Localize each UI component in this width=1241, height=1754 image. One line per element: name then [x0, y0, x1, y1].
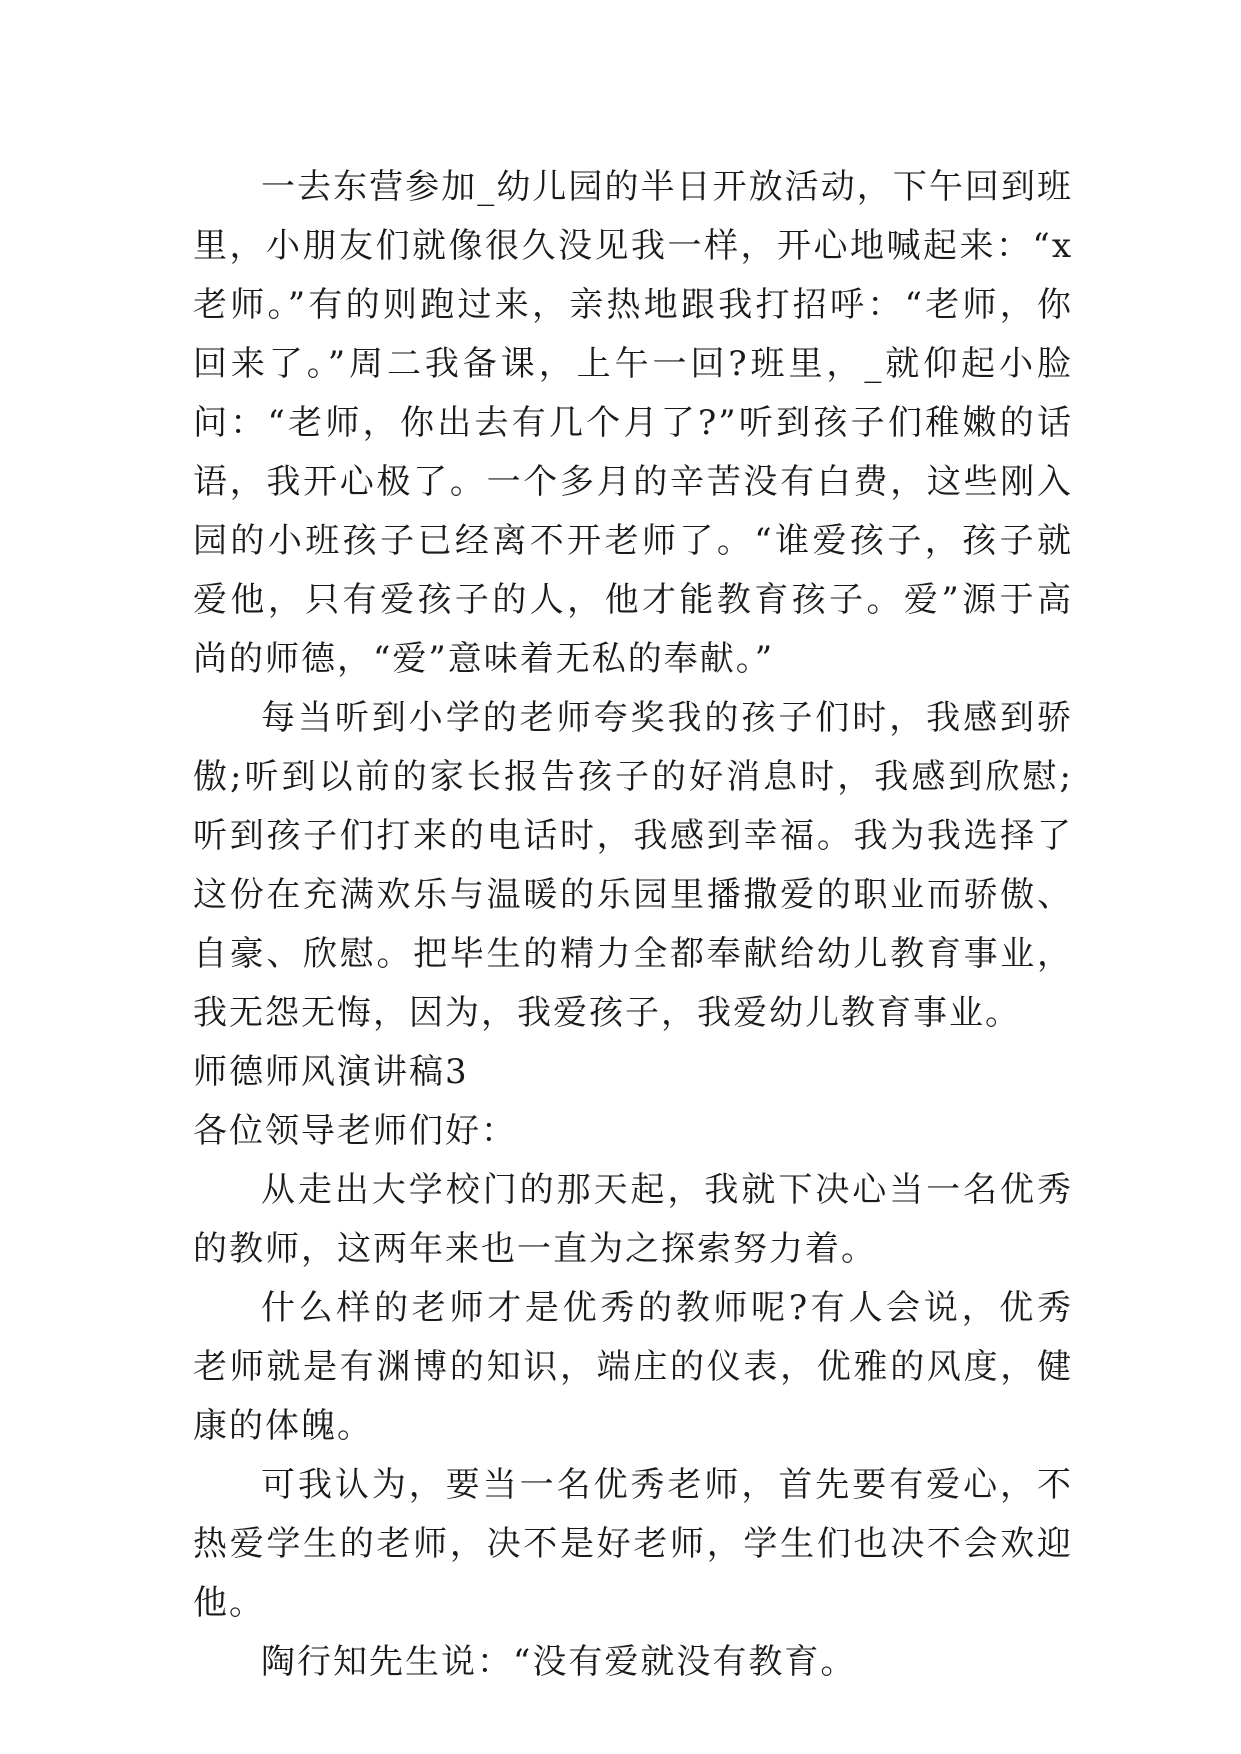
body-paragraph: 什么样的老师才是优秀的教师呢?有人会说，优秀老师就是有渊博的知识，端庄的仪表，优雅的风度，健康的体魄。: [193, 1288, 1073, 1446]
section-title: 师德师风演讲稿3: [193, 1052, 469, 1092]
salutation: 各位领导老师们好：: [193, 1111, 517, 1151]
body-paragraph: 从走出大学校门的那天起，我就下决心当一名优秀的教师，这两年来也一直为之探索努力着。: [193, 1170, 1073, 1269]
body-paragraph: 一去东营参加_幼儿园的半日开放活动，下午回到班里，小朋友们就像很久没见我一样，开心地喊起来：“x老师。”有的则跑过来，亲热地跟我打招呼：“老师，你回来了。”周二我备课，上午一回?班里，_就仰起小脸问：“老师，你出去有几个月了?”听到孩子们稚嫩的话语，我开心极了。一个多月的辛苦没有白费，这些刚入园的小班孩子已经离不开老师了。“谁爱孩子，孩子就爱他，只有爱孩子的人，他才能教育孩子。爱”源于高尚的师德，“爱”意味着无私的奉献。”: [193, 167, 1073, 679]
document-body: [193, 158, 1073, 1692]
body-paragraph: 可我认为，要当一名优秀老师，首先要有爱心，不热爱学生的老师，决不是好老师，学生们也决不会欢迎他。: [193, 1465, 1073, 1623]
body-paragraph: 每当听到小学的老师夸奖我的孩子们时，我感到骄傲;听到以前的家长报告孩子的好消息时，我感到欣慰;听到孩子们打来的电话时，我感到幸福。我为我选择了这份在充满欢乐与温暖的乐园里播撒爱的职业而骄傲、自豪、欣慰。把毕生的精力全都奉献给幼儿教育事业，我无怨无悔，因为，我爱孩子，我爱幼儿教育事业。: [193, 698, 1073, 1033]
body-paragraph: 陶行知先生说：“没有爱就没有教育。: [261, 1642, 857, 1682]
